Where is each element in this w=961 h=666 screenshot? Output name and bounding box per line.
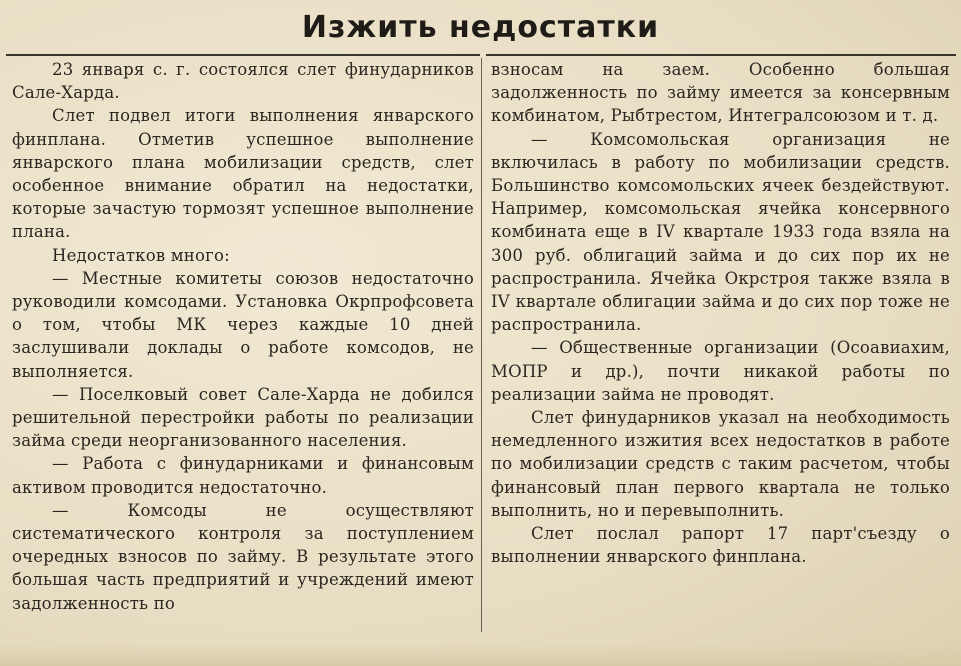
paragraph: — Работа с финударниками и финансовым активом проводится недостаточно. bbox=[12, 454, 474, 497]
article-headline: Изжить недостатки bbox=[301, 10, 660, 45]
column-divider bbox=[481, 58, 482, 632]
paragraph: 23 января с. г. состоялся слет финударников Сале-Харда. bbox=[12, 60, 474, 103]
paragraph: Слет послал рапорт 17 парт'съезду о выполнении январского финплана. bbox=[491, 524, 950, 567]
left-column bbox=[12, 58, 474, 615]
paragraph: Слет подвел итоги выполнения январского финплана. Отметив успешное выполнение январского плана мобилизации средств, слет особенное внимание обратил на недостатки, которые зачастую тормозят успешное выполнение плана. bbox=[12, 106, 474, 242]
paragraph: — Местные комитеты союзов недостаточно руководили комсодами. Установка Окрпрофсовета о том, чтобы МК через каждые 10 дней заслушивали доклады о работе комсодов, не выполняется. bbox=[12, 268, 474, 381]
paragraph: — Комсоды не осуществляют систематического контроля за поступлением очередных взносов по займу. В результате этого большая часть предприятий и учреждений имеют задолженность по bbox=[12, 500, 474, 613]
page-bottom-edge bbox=[0, 644, 961, 666]
paragraph: — Комсомольская организация не включилась в работу по мобилизации средств. Большинство комсомольских ячеек бездействуют. Например, комсомольская ячейка консервного комбината еще в IV квартале 1933 года взяла на 300 руб. облигаций займа и до сих пор их не распространила. Ячейка Окрстроя также взяла в IV квартале облигации займа и до сих пор тоже не распространила. bbox=[491, 129, 950, 335]
paragraph: Слет финударников указал на необходимость немедленного изжития всех недостатков в работе по мобилизации средств с таким расчетом, чтобы финансовый план первого квартала не только выполнить, но и перевыполнить. bbox=[491, 408, 950, 520]
headline-rule-right bbox=[486, 54, 956, 56]
paragraph: взносам на заем. Особенно большая задолженность по займу имеется за консервным комбинатом, Рыбтрестом, Интегралсоюзом и т. д. bbox=[491, 60, 950, 126]
paragraph: — Общественные организации (Осоавиахим, МОПР и др.), почти никакой работы по реализации займа не проводят. bbox=[491, 338, 950, 404]
headline-rule-left bbox=[6, 54, 480, 56]
paragraph: Недостатков много: bbox=[52, 245, 230, 265]
paragraph: — Поселковый совет Сале-Харда не добился решительной перестройки работы по реализации займа среди неорганизованного населения. bbox=[12, 384, 474, 451]
right-column bbox=[491, 58, 950, 568]
